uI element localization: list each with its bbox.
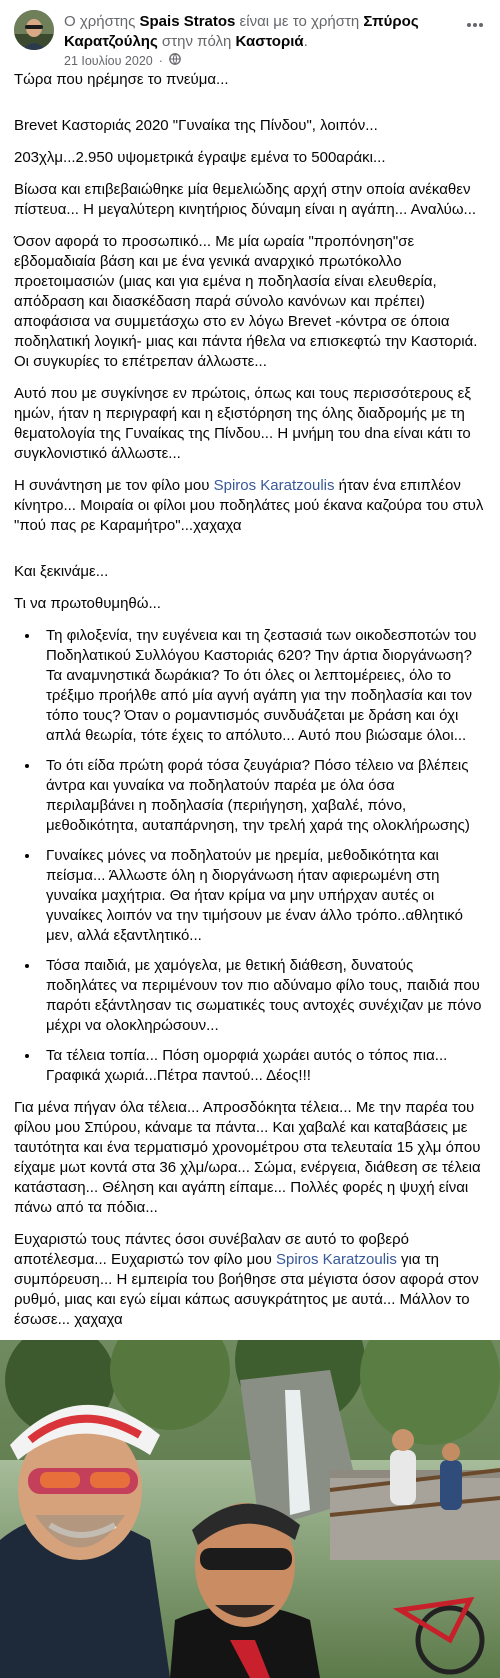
friend-link[interactable]: Spiros Karatzoulis — [213, 477, 335, 494]
attribution-with: είναι με το χρήστη — [235, 13, 364, 30]
attribution-in: στην πόλη — [157, 33, 236, 50]
post-paragraph: Όσον αφορά το προσωπικό... Με μία ωραία "προπόνηση"σε εβδομαδιαία βάση και με ένα γενικά αναρχικό πρωτόκολλο προετοιμασιών (μιας και για εμένα η ποδηλασία είναι ελευθερία, απόδραση και διασκέδαση παρά σύνολο κανόνων και πρέπει) αποφάσισα να συμμετάσχω στο εν λόγω Brevet -κόντρα σε όποια ποδηλατική λογική- μιας και πάντα ήθελα να επισκεφτώ την Καστοριά. Οι συγκυρίες το επέτρεπαν άλλωστε... — [14, 233, 478, 370]
paragraph-text: Ευχαριστώ τους πάντες όσοι συνέβαλαν σε αυτό το φοβερό αποτέλεσμα... Ευχαριστώ τον φίλο μου — [14, 1231, 409, 1268]
post-paragraph — [14, 476, 486, 536]
post-paragraph — [14, 1230, 486, 1330]
author-link[interactable]: Spais Stratos — [139, 13, 236, 30]
list-item: • Τη φιλοξενία, την ευγένεια και τη ζεστασιά των οικοδεσποτών του Ποδηλατικού Συλλόγου Καστοριάς 620? Την άρτια διοργάνωση? Τα αναμνηστικά δωράκια? Το ότι όλες οι λεπτομέρειες, όλο το τρέξιμο προήλθε από μία αγνή αγάπη για την ποδηλασία και τον τόπο τους? Όταν ο ρομαντισμός συνδυάζεται με δράση και όχι απλά θεωρία, τότε έχεις το απόλυτο... Αυτό που βιώσαμε όλοι... — [40, 626, 486, 746]
list-item: • Τόσα παιδιά, με χαμόγελα, με θετική διάθεση, δυνατούς ποδηλάτες να περιμένουν τον πιο αδύναμο φίλο τους, παιδιά που παρότι εξάντλησαν τις σωματικές τους αντοχές συνέχιζαν με πόνο μέχρι να ολοκληρώσουν... — [40, 956, 486, 1036]
paragraph-text: για τη συμπόρευση... Η εμπειρία του βοήθησε στα μέγιστα όσον αφορά στον ρυθμό, μιας και εγώ είμαι κάπως ασυγκράτητος με αυτά... Μάλλον το έσωσε... χαχαχα — [14, 1251, 479, 1328]
place-link[interactable]: Καστοριά — [235, 33, 304, 50]
attribution-end: . — [303, 33, 308, 50]
post-date[interactable]: 21 Ιουλίου 2020 — [64, 53, 153, 68]
post-paragraph: Αυτό που με συγκίνησε εν πρώτοις, όπως και τους περισσότερους εξ ημών, ήταν η περιγραφή και η εξιστόρηση της όλης διαδρομής με τη θεματολογία της Γυναίκας της Πίνδου... Η μνήμη του dna είναι κάτι το συγκλονιστικό άλλωστε... — [14, 385, 471, 462]
meta-separator: · — [158, 53, 163, 68]
post-paragraph: Και ξεκινάμε... — [14, 563, 109, 580]
list-item: • Γυναίκες μόνες να ποδηλατούν με ηρεμία, μεθοδικότητα και πείσμα... Άλλωστε όλη η διοργάνωση ήταν αφιερωμένη στη γυναίκα μαχήτρια. Θα ήταν κρίμα να μην υπήρχαν αυτές οι γυναίκες λοιπόν να την τιμήσουν με έναν άλλο τρόπο..αθλητικό μεν, αλλά εξαντλητικό... — [40, 846, 486, 946]
paragraph-text: Η συνάντηση με τον φίλο μου — [14, 477, 214, 494]
friend-link[interactable]: Spiros Karatzoulis — [275, 1251, 397, 1268]
attribution-prefix: Ο χρήστης — [64, 13, 140, 30]
tagged-user-link[interactable]: Σπύρος Καρατζούλης — [64, 13, 419, 50]
post-paragraph: Τώρα που ηρέμησε το πνεύμα... — [14, 71, 229, 88]
post-paragraph: Για μένα πήγαν όλα τέλεια... Απροσδόκητα τέλεια... Με την παρέα του φίλου μου Σπύρου, κάναμε τα πάντα... Και χαβαλέ και καταβάσεις με ταυτότητα και ένα τερματισμό χρονομέτρου στα τελευταία 15 χλμ όπου είχαμε μωτ κοντά στα 36 χλμ/ωρα... Σώμα, ενέργεια, διάθεση σε τέλεια κατάσταση... Θέληση και αγάπη είπαμε... Πολλές φορές η ψυχή είναι πάνω από τα πόδια... — [14, 1099, 481, 1216]
post-paragraph: 203χλμ...2.950 υψομετρικά έγραψε εμένα το 500αράκι... — [14, 149, 386, 166]
post-meta — [64, 53, 181, 68]
more-options-icon[interactable] — [464, 14, 486, 36]
post-paragraph: Τι να πρωτοθυμηθώ... — [14, 595, 161, 612]
post-header — [14, 8, 486, 68]
post-photo[interactable] — [0, 1340, 500, 1678]
post-paragraph: Brevet Καστοριάς 2020 "Γυναίκα της Πίνδου", λοιπόν... — [14, 117, 378, 134]
post-attribution — [64, 12, 456, 52]
paragraph-text: ήταν ένα επιπλέον κίνητρο... Μοιραία οι φίλοι μου ποδηλάτες μού έκανα καζούρα του στυλ "πού πας ρε Καραμήτρο"...χαχαχα — [14, 477, 484, 534]
list-item: • Το ότι είδα πρώτη φορά τόσα ζευγάρια? Πόσο τέλειο να βλέπεις άντρα και γυναίκα να ποδηλατούν παρέα με όλα όσα περιλαμβάνει η ποδηλασία (περιήγηση, χαβαλέ, πόνο, μεθοδικότητα, αυταπάρνηση, την τρελή χαρά της ολοκλήρωσης) — [40, 756, 486, 836]
list-item: • Τα τέλεια τοπία... Πόση ομορφιά χωράει αυτός ο τόπος πια... Γραφικά χωριά...Πέτρα παντού... Δέος!!! — [40, 1046, 486, 1086]
post-body — [14, 70, 486, 1394]
post-paragraph: Βίωσα και επιβεβαιώθηκε μία θεμελιώδης αρχή στην οποία ανέκαθεν πίστευα... Η μεγαλύτερη κινητήριος δύναμη είναι η αγάπη... Αναλύω... — [14, 181, 477, 218]
memories-list — [14, 626, 486, 1086]
globe-icon — [169, 53, 181, 68]
avatar[interactable] — [14, 10, 54, 50]
